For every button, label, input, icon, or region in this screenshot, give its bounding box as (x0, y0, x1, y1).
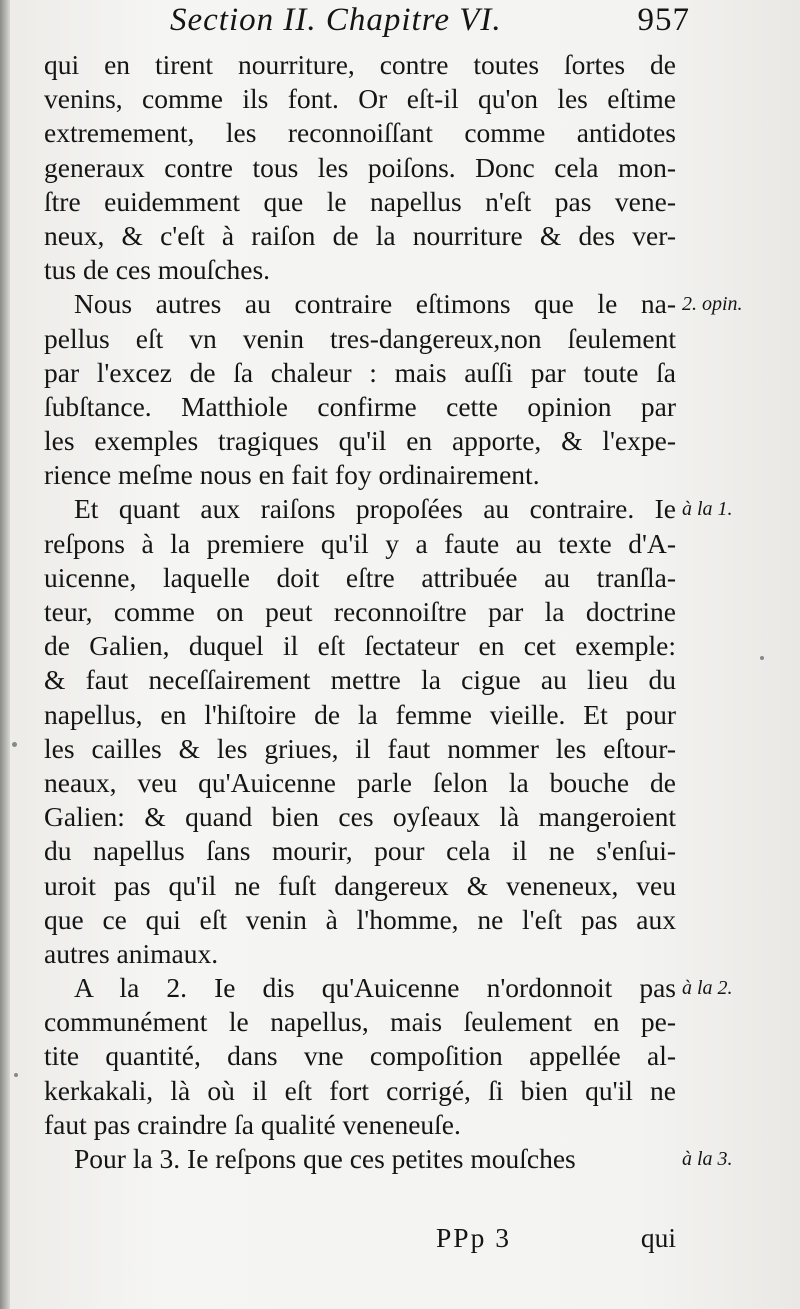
line-text: teur, comme on peut reconnoiſtre par la doctrine (44, 596, 676, 627)
text-line (44, 287, 743, 321)
line-text: kerkakali, là où il eſt fort corrigé, ſi bien qu'il ne (44, 1074, 676, 1106)
margin-note: à la 3. (682, 1148, 733, 1170)
signature-mark: PPp 3 (436, 1222, 511, 1253)
line-text: les cailles & les griues, il faut nommer les eſtour- (44, 732, 676, 764)
text-line (44, 732, 676, 766)
text-line (44, 971, 733, 1005)
text-line (44, 903, 676, 937)
text-line (44, 82, 676, 116)
text-line (44, 629, 676, 663)
line-text: Pour la 3. Ie reſpons que ces petites mouſches (74, 1143, 576, 1174)
text-line (44, 1108, 676, 1142)
line-text: neux, & c'eſt à raiſon de la nourriture & des ver- (44, 219, 676, 251)
text-line (44, 356, 676, 390)
line-text: que ce qui eſt venin à l'homme, ne l'eſt pas aux (44, 903, 676, 935)
line-text: uicenne, laquelle doit eſtre attribuée au tranſla- (44, 561, 676, 593)
text-line (44, 663, 676, 697)
line-text: du napellus ſans mourir, pour cela il ne s'enſui- (44, 835, 676, 867)
page-number: 957 (637, 2, 690, 38)
line-text: Galien: & quand bien ces oyſeaux là mangeroient (44, 801, 676, 833)
line-text: reſpons à la premiere qu'il y a faute au texte d'A- (44, 527, 676, 559)
line-text: qui en tirent nourriture, contre toutes ſortes de (44, 49, 676, 80)
margin-note: à la 2. (682, 977, 733, 1000)
line-text: venins, comme ils font. Or eſt-il qu'on les eſtime (44, 83, 676, 115)
text-line (44, 698, 676, 732)
text-line (44, 185, 676, 219)
text-line (44, 561, 676, 595)
text-line (44, 527, 676, 561)
text-line (44, 937, 676, 971)
text-line (44, 1005, 676, 1039)
line-text: de Galien, duquel il eſt ſectateur en cet exemple: (44, 630, 676, 662)
text-line (44, 390, 676, 424)
line-text: communément le napellus, mais ſeulement en pe- (44, 1006, 676, 1038)
text-line (44, 492, 733, 526)
margin-note: à la 1. (682, 498, 733, 521)
line-text: pellus eſt vn venin tres-dangereux,non ſeulement (44, 322, 676, 354)
paragraph (44, 971, 733, 1142)
paragraph (44, 492, 733, 971)
paper-speck (12, 742, 17, 747)
text-line (44, 151, 676, 185)
text-line (44, 834, 676, 868)
text-line (44, 1142, 733, 1176)
line-text: faut pas craindre ſa qualité veneneuſe. (44, 1108, 461, 1140)
line-text: neaux, veu qu'Auicenne parle ſelon la bouche de (44, 766, 676, 798)
paragraph (44, 48, 676, 287)
text-line (44, 1074, 676, 1108)
catchword: qui (640, 1222, 676, 1253)
line-text: ſtre euidemment que le napellus n'eſt pas vene- (44, 185, 676, 217)
text-line (44, 800, 676, 834)
line-text: uroit pas qu'il ne fuſt dangereux & veneneux, veu (44, 869, 676, 901)
margin-note: 2. opin. (682, 293, 743, 316)
paragraph (44, 1142, 733, 1176)
text-line (44, 219, 676, 253)
line-text: par l'excez de ſa chaleur : mais auſſi par toute ſa (44, 356, 676, 388)
text-line (44, 253, 676, 287)
paragraph (44, 287, 743, 492)
line-text: napellus, en l'hiſtoire de la femme vieille. Et pour (44, 698, 676, 730)
text-line (44, 48, 676, 82)
text-line (44, 322, 676, 356)
line-text: les exemples tragiques qu'il en apporte, & l'expe- (44, 425, 676, 457)
line-text: autres animaux. (44, 937, 219, 969)
line-text: A la 2. Ie dis qu'Auicenne n'ordonnoit pas (74, 972, 676, 1004)
running-head (170, 2, 690, 42)
line-text: rience meſme nous en fait foy ordinairement. (44, 459, 540, 491)
page-footer (44, 1222, 676, 1258)
running-head-title: Section II. Chapitre VI. (170, 2, 502, 38)
text-line (44, 595, 676, 629)
paper-speck (14, 1073, 18, 1077)
binding-gutter (0, 0, 10, 1309)
line-text: generaux contre tous les poiſons. Donc cela mon- (44, 151, 676, 183)
line-text: Et quant aux raiſons propoſées au contraire. Ie (74, 493, 676, 525)
line-text: tus de ces mouſches. (44, 254, 271, 286)
line-text: tite quantité, dans vne compoſition appellée al- (44, 1040, 676, 1072)
line-text: ſubſtance. Matthiole confirme cette opinion par (44, 390, 676, 422)
line-text: extremement, les reconnoiſſant comme antidotes (44, 117, 676, 149)
line-text: Nous autres au contraire eſtimons que le na- (74, 288, 676, 320)
text-line (44, 869, 676, 903)
text-line (44, 1039, 676, 1073)
paper-speck (760, 656, 764, 660)
text-line (44, 458, 676, 492)
line-text: & faut neceſſairement mettre la cigue au lieu du (44, 664, 676, 696)
text-line (44, 766, 676, 800)
body-text (44, 48, 743, 1176)
text-line (44, 116, 676, 150)
text-line (44, 424, 676, 458)
